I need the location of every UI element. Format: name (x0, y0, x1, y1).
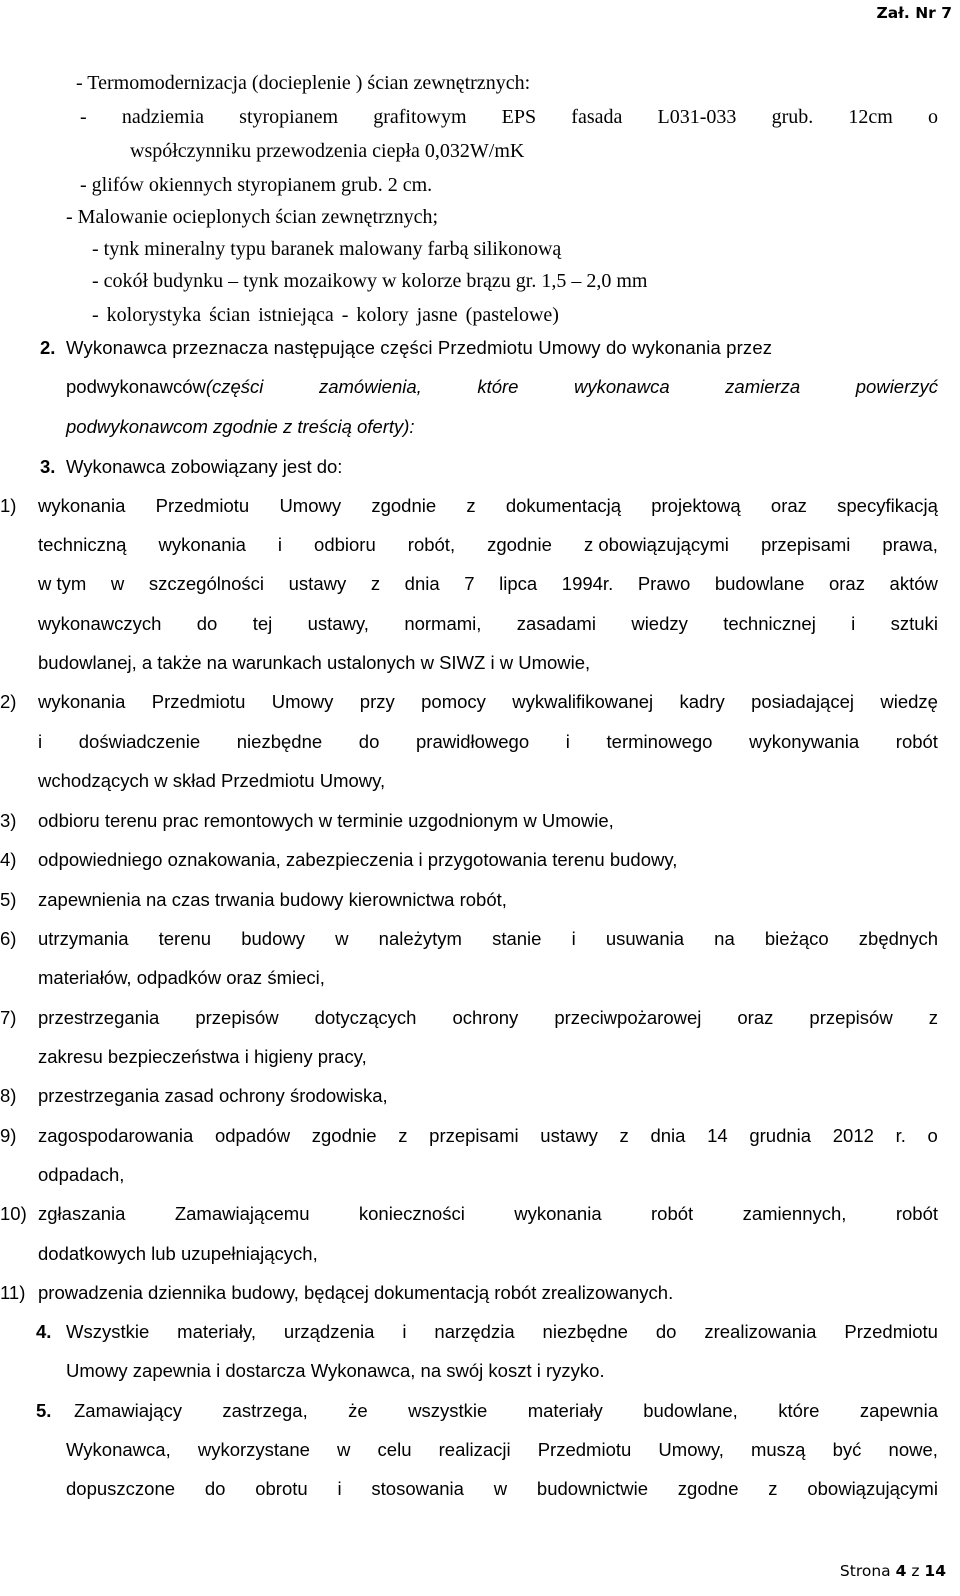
word: muszą (750, 1439, 806, 1460)
list-number: 4) (0, 849, 17, 870)
word: zasadami (516, 613, 596, 634)
word: celu (377, 1439, 412, 1460)
word: w tym (38, 573, 87, 594)
justified-line (38, 534, 938, 556)
word: przepisami (760, 534, 851, 555)
word: sztuki (890, 613, 938, 634)
word: nadziemia (121, 106, 205, 128)
word: L031-033 (657, 106, 737, 128)
word: wszystkie (408, 1400, 488, 1421)
word: Przedmiotu (151, 691, 246, 712)
text-line (66, 416, 415, 438)
word: i (851, 613, 856, 634)
word: pomocy (421, 691, 486, 712)
word: odpadów (214, 1125, 291, 1146)
word: specyfikacją (837, 495, 938, 516)
list-number: 8) (0, 1085, 17, 1106)
word: do (358, 731, 380, 752)
word: realizacji (438, 1439, 511, 1460)
text-line: - glifów okiennych styropianem grub. 2 cm. (80, 174, 433, 196)
word: niezbędne (236, 731, 323, 752)
word: dokumentacją (505, 495, 622, 516)
word: budowy (241, 928, 305, 949)
word: bieżąco (764, 928, 829, 949)
word: zgodnie (371, 495, 437, 516)
word: Przedmiotu (844, 1321, 938, 1342)
word: przestrzegania (38, 1007, 160, 1028)
word: posiadającej (751, 691, 854, 712)
word: z (928, 1007, 938, 1028)
page-number: 4 (895, 1562, 907, 1580)
word: przepisów (809, 1007, 893, 1028)
list-number: 7) (0, 1007, 17, 1028)
word: r. (895, 1125, 906, 1146)
paragraph-number: 2. (40, 337, 56, 358)
footer-prefix: Strona (839, 1562, 891, 1580)
word: przy (359, 691, 395, 712)
text-line: wchodzących w skład Przedmiotu Umowy, (38, 770, 386, 791)
text-line: odpowiedniego oznakowania, zabezpieczenia i przygotowania terenu budowy, (38, 849, 678, 870)
word: terminowego (606, 731, 713, 752)
word: z (398, 1125, 408, 1146)
word: kadry (679, 691, 725, 712)
justified-line (38, 928, 938, 950)
word: robót (895, 731, 938, 752)
word: z obowiązującymi (583, 534, 729, 555)
word: wykonawczych (38, 613, 162, 634)
word: z (370, 573, 381, 594)
word: narzędzia (434, 1321, 515, 1342)
word: stosowania (371, 1478, 464, 1499)
word: i (337, 1478, 342, 1499)
word: robót, (407, 534, 456, 555)
word: do (196, 613, 218, 634)
word: i (277, 534, 283, 555)
justified-line (80, 106, 938, 129)
text-line: - cokół budynku – tynk mozaikowy w kolorze brązu gr. 1,5 – 2,0 mm (92, 270, 648, 292)
word: 7 (464, 573, 475, 594)
word: i (402, 1321, 407, 1342)
word: ustawy (288, 573, 347, 594)
word: do (655, 1321, 677, 1342)
footer-sep: z (911, 1562, 920, 1580)
word: zgodnie (311, 1125, 377, 1146)
word: wykorzystane (197, 1439, 310, 1460)
word: należytym (378, 928, 462, 949)
word: budownictwie (536, 1478, 648, 1499)
word: wykonawca (573, 376, 670, 397)
justified-line (38, 573, 938, 595)
justified-line (74, 1400, 938, 1422)
word: grafitowym (373, 106, 467, 128)
word: obrotu (255, 1478, 308, 1499)
list-number: 11) (0, 1282, 26, 1303)
word: oraz (737, 1007, 774, 1028)
word: ustawy (540, 1125, 598, 1146)
word: wiedzę (880, 691, 938, 712)
word: obowiązującymi (807, 1478, 938, 1499)
italic-text: podwykonawcom zgodnie z treścią oferty): (66, 416, 415, 437)
word: z (466, 495, 476, 516)
word: w (335, 928, 349, 949)
word: grub. (771, 106, 814, 128)
word: - (80, 106, 87, 128)
word: zamierza (725, 376, 801, 397)
word: techniczną (38, 534, 127, 555)
word: tej (252, 613, 273, 634)
justified-line (38, 495, 938, 517)
word: na (714, 928, 735, 949)
word: zgłaszania (38, 1203, 126, 1224)
word: 14 (707, 1125, 728, 1146)
word: 12cm (848, 106, 893, 128)
word: dotyczących (314, 1007, 417, 1028)
list-number: 3) (0, 810, 17, 831)
word: zamówienia, (318, 376, 422, 397)
justified-line (38, 731, 938, 753)
word: robót (651, 1203, 694, 1224)
text-line: prowadzenia dziennika budowy, będącej dokumentacją robót zrealizowanych. (38, 1282, 674, 1303)
word: Prawo (637, 573, 691, 594)
word: Zamawiający (74, 1400, 182, 1421)
word: o (928, 106, 938, 128)
word: Umowy (271, 691, 334, 712)
justified-line (38, 1007, 938, 1029)
word: aktów (889, 573, 938, 594)
text-line: - Termomodernizacja (docieplenie ) ścian zewnętrznych: (76, 72, 531, 94)
word: projektową (651, 495, 741, 516)
word: i (565, 731, 570, 752)
word: dopuszczone (66, 1478, 176, 1499)
word: urządzenia (283, 1321, 375, 1342)
page-total: 14 (924, 1562, 946, 1580)
word: w (493, 1478, 508, 1499)
justified-line (38, 1125, 938, 1147)
word: Wykonawca, (66, 1439, 171, 1460)
word: z (619, 1125, 629, 1146)
word: materiały (527, 1400, 603, 1421)
list-number: 9) (0, 1125, 17, 1146)
word: do (204, 1478, 226, 1499)
word: odbioru (314, 534, 376, 555)
word: wykonania (158, 534, 246, 555)
word: być (832, 1439, 862, 1460)
word: wykonania (38, 691, 126, 712)
word: styropianem (239, 106, 339, 128)
word: materiały, (177, 1321, 256, 1342)
justified-line (66, 1439, 938, 1461)
word: że (348, 1400, 368, 1421)
word: Przedmiotu (537, 1439, 632, 1460)
word: powierzyć (855, 376, 938, 397)
word: zrealizowania (704, 1321, 817, 1342)
word: wykonania (38, 495, 126, 516)
word: zastrzega, (222, 1400, 308, 1421)
word: konieczności (358, 1203, 465, 1224)
word: wykwalifikowanej (512, 691, 654, 712)
word: dnia (650, 1125, 686, 1146)
word: fasada (571, 106, 623, 128)
list-number: 1) (0, 495, 17, 516)
list-number: 10) (0, 1203, 27, 1224)
word: Umowy (279, 495, 342, 516)
word: Umowy, (658, 1439, 724, 1460)
text-line: dodatkowych lub uzupełniających, (38, 1243, 318, 1264)
word: wykonywania (749, 731, 860, 752)
word: technicznej (723, 613, 816, 634)
word: oraz (828, 573, 865, 594)
word: z (768, 1478, 778, 1499)
word: zgodnie (487, 534, 552, 555)
word: utrzymania (38, 928, 129, 949)
word: nowe, (888, 1439, 938, 1460)
word: Zamawiającemu (174, 1203, 310, 1224)
word: normami, (404, 613, 482, 634)
word: budowlane, (643, 1400, 738, 1421)
justified-line (38, 613, 938, 635)
word: zamiennych, (742, 1203, 847, 1224)
text-line: - Malowanie ocieplonych ścian zewnętrznych; (66, 206, 439, 228)
word: grudnia (749, 1125, 812, 1146)
text-line: Wykonawca przeznacza następujące części Przedmiotu Umowy do wykonania przez (66, 337, 773, 358)
word: zagospodarowania (38, 1125, 194, 1146)
text-line: zapewnienia na czas trwania budowy kierownictwa robót, (38, 889, 507, 910)
word: prawa, (882, 534, 938, 555)
word: stanie (492, 928, 542, 949)
word: budowlane (714, 573, 805, 594)
word: lipca (499, 573, 538, 594)
word: Wszystkie (66, 1321, 150, 1342)
text-line: współczynniku przewodzenia ciepła 0,032W/mK (130, 140, 525, 162)
word: wykonania (514, 1203, 602, 1224)
word: Przedmiotu (155, 495, 250, 516)
text-line: odpadach, (38, 1164, 125, 1185)
text-line: - kolorystyka ścian istniejąca - kolory jasne (pastelowe) (92, 304, 559, 326)
word: terenu (158, 928, 212, 949)
word: niezbędne (542, 1321, 628, 1342)
list-number: 5) (0, 889, 17, 910)
text-line: przestrzegania zasad ochrony środowiska, (38, 1085, 388, 1106)
word: w (337, 1439, 351, 1460)
text-line: materiałów, odpadków oraz śmieci, (38, 967, 325, 988)
word: usuwania (605, 928, 685, 949)
word: przepisami (429, 1125, 519, 1146)
list-number: 2) (0, 691, 17, 712)
justified-line (38, 691, 938, 713)
word: w (110, 573, 125, 594)
text-line: zakresu bezpieczeństwa i higieny pracy, (38, 1046, 367, 1067)
word: 1994r. (561, 573, 614, 594)
word: 2012 (832, 1125, 874, 1146)
word: o (927, 1125, 938, 1146)
paragraph-number: 5. (36, 1400, 52, 1421)
word: przeciwpożarowej (554, 1007, 702, 1028)
text-line: budowlanej, a także na warunkach ustalonych w SIWZ i w Umowie, (38, 652, 591, 673)
justified-line (66, 1321, 938, 1343)
word: oraz (770, 495, 807, 516)
justified-line (66, 376, 938, 398)
word: doświadczenie (78, 731, 201, 752)
page-footer (840, 1562, 946, 1580)
word: i (571, 928, 576, 949)
text-line: - tynk mineralny typu baranek malowany farbą silikonową (92, 238, 562, 260)
paragraph-number: 4. (36, 1321, 52, 1342)
word: ustawy, (307, 613, 369, 634)
word: zgodne (677, 1478, 739, 1499)
word: prawidłowego (416, 731, 530, 752)
word: szczególności (148, 573, 265, 594)
text-line: odbioru terenu prac remontowych w terminie uzgodnionym w Umowie, (38, 810, 614, 831)
word: przepisów (195, 1007, 279, 1028)
justified-line (66, 1478, 938, 1500)
justified-line (38, 1203, 938, 1225)
paragraph-number: 3. (40, 456, 56, 477)
word: które (778, 1400, 820, 1421)
word: wiedzy (631, 613, 688, 634)
text-line: Wykonawca zobowiązany jest do: (66, 456, 343, 477)
word: dnia (404, 573, 440, 594)
attachment-label: Zał. Nr 7 (876, 4, 952, 22)
word: EPS (501, 106, 537, 128)
word: robót (895, 1203, 938, 1224)
word: podwykonawców(części (66, 376, 264, 397)
text-line: Umowy zapewnia i dostarcza Wykonawca, na swój koszt i ryzyko. (66, 1360, 605, 1381)
word: ochrony (452, 1007, 519, 1028)
list-number: 6) (0, 928, 17, 949)
word: które (477, 376, 519, 397)
word: zapewnia (859, 1400, 938, 1421)
word: i (38, 731, 43, 752)
word: zbędnych (858, 928, 938, 949)
